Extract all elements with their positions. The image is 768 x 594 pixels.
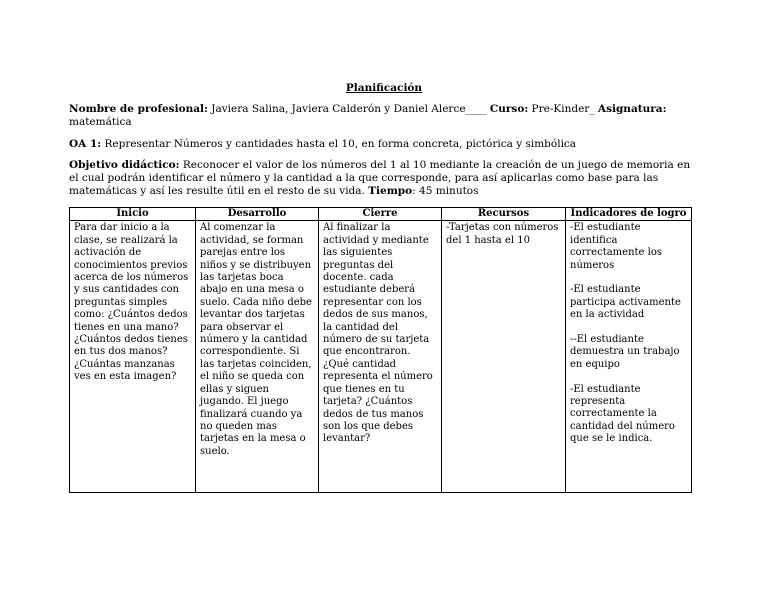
table-row <box>70 221 692 493</box>
profesional-value: Javiera Salina, Javiera Calderón y Daniel Alerce____ <box>207 103 490 115</box>
tiempo-label: Tiempo <box>368 185 413 197</box>
header-indicadores: Indicadores de logro <box>566 208 692 221</box>
header-info <box>69 103 695 129</box>
indicador-4: -El estudiante representa correctamente la cantidad del número que se le indica. <box>570 383 675 445</box>
oa-value: Representar Números y cantidades hasta el 10, en forma concreta, pictórica y simbólica <box>101 138 577 150</box>
objetivo-label: Objetivo didáctico: <box>69 159 180 171</box>
indicador-3: --El estudiante demuestra un trabajo en equipo <box>570 334 680 370</box>
indicador-2: -El estudiante participa activamente en la actividad <box>570 284 681 321</box>
cell-recursos: -Tarjetas con números del 1 hasta el 10 <box>442 221 566 493</box>
header-cierre: Cierre <box>319 208 442 221</box>
header-recursos: Recursos <box>442 208 566 221</box>
profesional-label: Nombre de profesional: <box>69 103 208 115</box>
curso-value: Pre-Kinder_ <box>528 103 598 115</box>
asignatura-value: matemática <box>69 116 132 128</box>
document-title: Planificación <box>345 82 423 94</box>
header-desarrollo: Desarrollo <box>196 208 319 221</box>
curso-label: Curso: <box>489 103 529 115</box>
indicador-1: -El estudiante identifica correctamente los números <box>570 222 662 271</box>
tiempo-value: : 45 minutos <box>412 185 479 197</box>
oa-line <box>69 138 695 151</box>
cell-cierre: Al finalizar la actividad y mediante las siguientes preguntas del docente. cada estudiante deberá representar con los dedos de sus manos, la cantidad del número de su tarjeta que encontraron. ¿Qué cantidad representa el número que tienes en tu tarjeta? ¿Cuántos dedos de tus manos son los que debes levantar? <box>319 221 442 493</box>
header-inicio: Inicio <box>70 208 196 221</box>
objetivo-paragraph <box>69 159 695 198</box>
objetivo-value: Reconocer el valor de los números del 1 al 10 mediante la creación de un juego de memoria en el cual podrán identificar el número y la cantidad a la que corresponde, para así aplicarlas como base para las matemáticas y así les resulte útil en el resto de su vida. <box>69 159 691 197</box>
table-header-row <box>70 208 692 221</box>
cell-inicio: Para dar inicio a la clase, se realizará la activación de conocimientos previos acerca de los números y sus cantidades con preguntas simples como: ¿Cuántos dedos tienes en una mano? ¿Cuántos dedos tienes en tus dos manos? ¿Cuántas manzanas ves en esta imagen? <box>70 221 196 493</box>
asignatura-label: Asignatura: <box>597 103 667 115</box>
cell-desarrollo: Al comenzar la actividad, se forman parejas entre los niños y se distribuyen las tarjetas boca abajo en una mesa o suelo. Cada niño debe levantar dos tarjetas para observar el número y la cantidad correspondiente. Si las tarjetas coinciden, el niño se queda con ellas y siguen jugando. El juego finalizará cuando ya no queden mas tarjetas en la mesa o suelo. <box>196 221 319 493</box>
oa-label: OA 1: <box>69 138 102 150</box>
planning-table <box>69 207 692 493</box>
cell-indicadores <box>566 221 692 493</box>
